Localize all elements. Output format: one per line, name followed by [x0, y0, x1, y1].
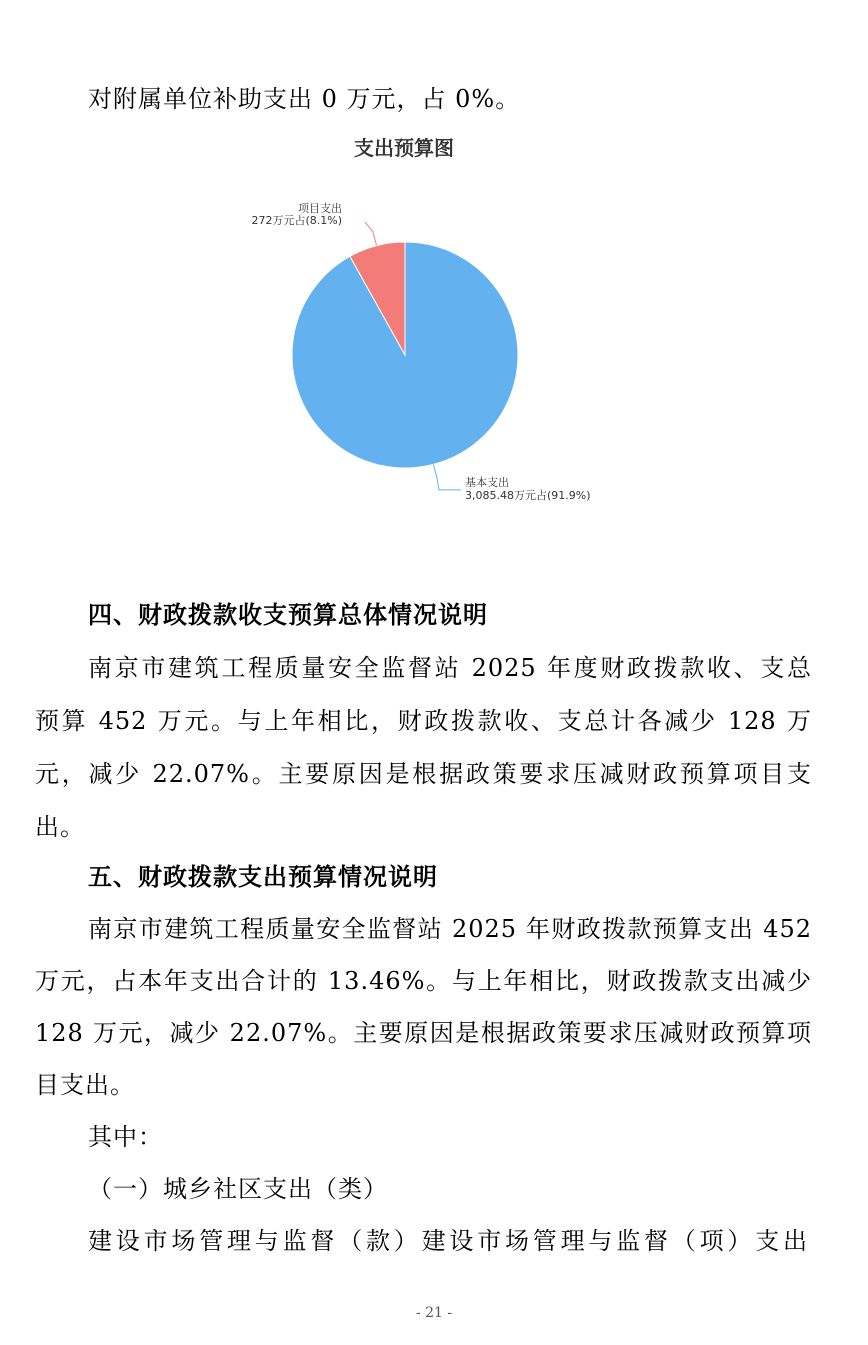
section-4-line-4: 出。 [35, 813, 85, 841]
intro-line: 对附属单位补助支出 0 万元，占 0%。 [88, 85, 521, 113]
section-5-line-2: 万元，占本年支出合计的 13.46%。与上年相比，财政拨款支出减少 [35, 967, 812, 995]
section-4-line-3: 元，减少 22.07%。主要原因是根据政策要求压减财政预算项目支 [35, 760, 812, 788]
label-basic-expense-value: 3,085.48万元占(91.9%) [464, 488, 591, 502]
section-4-line-1: 南京市建筑工程质量安全监督站 2025 年度财政拨款收、支总 [88, 654, 812, 682]
page-number: - 21 - [415, 1305, 453, 1321]
label-leader-project-expense [365, 222, 377, 246]
section-5-line-1: 南京市建筑工程质量安全监督站 2025 年财政拨款预算支出 452 [88, 915, 812, 943]
section-4-heading: 四、财政拨款收支预算总体情况说明 [88, 601, 488, 629]
label-basic-expense-name: 基本支出 [464, 475, 509, 489]
section-5-line-3: 128 万元，减少 22.07%。主要原因是根据政策要求压减财政预算项 [35, 1019, 812, 1047]
section-5-heading: 五、财政拨款支出预算情况说明 [88, 863, 438, 891]
section-4-line-2: 预算 452 万元。与上年相比，财政拨款收、支总计各减少 128 万 [35, 707, 812, 735]
label-project-expense-name: 项目支出 [298, 202, 343, 216]
label-project-expense-value: 272万元占(8.1%) [251, 214, 343, 228]
chart-title: 支出预算图 [354, 136, 454, 160]
label-leader-basic-expense [433, 464, 461, 490]
sub-heading-category: （一）城乡社区支出（类） [88, 1175, 388, 1203]
pie-chart [0, 0, 868, 560]
among-label: 其中： [88, 1123, 163, 1151]
last-line: 建设市场管理与监督（款）建设市场管理与监督（项）支出 [88, 1227, 808, 1255]
section-5-line-4: 目支出。 [35, 1071, 135, 1099]
